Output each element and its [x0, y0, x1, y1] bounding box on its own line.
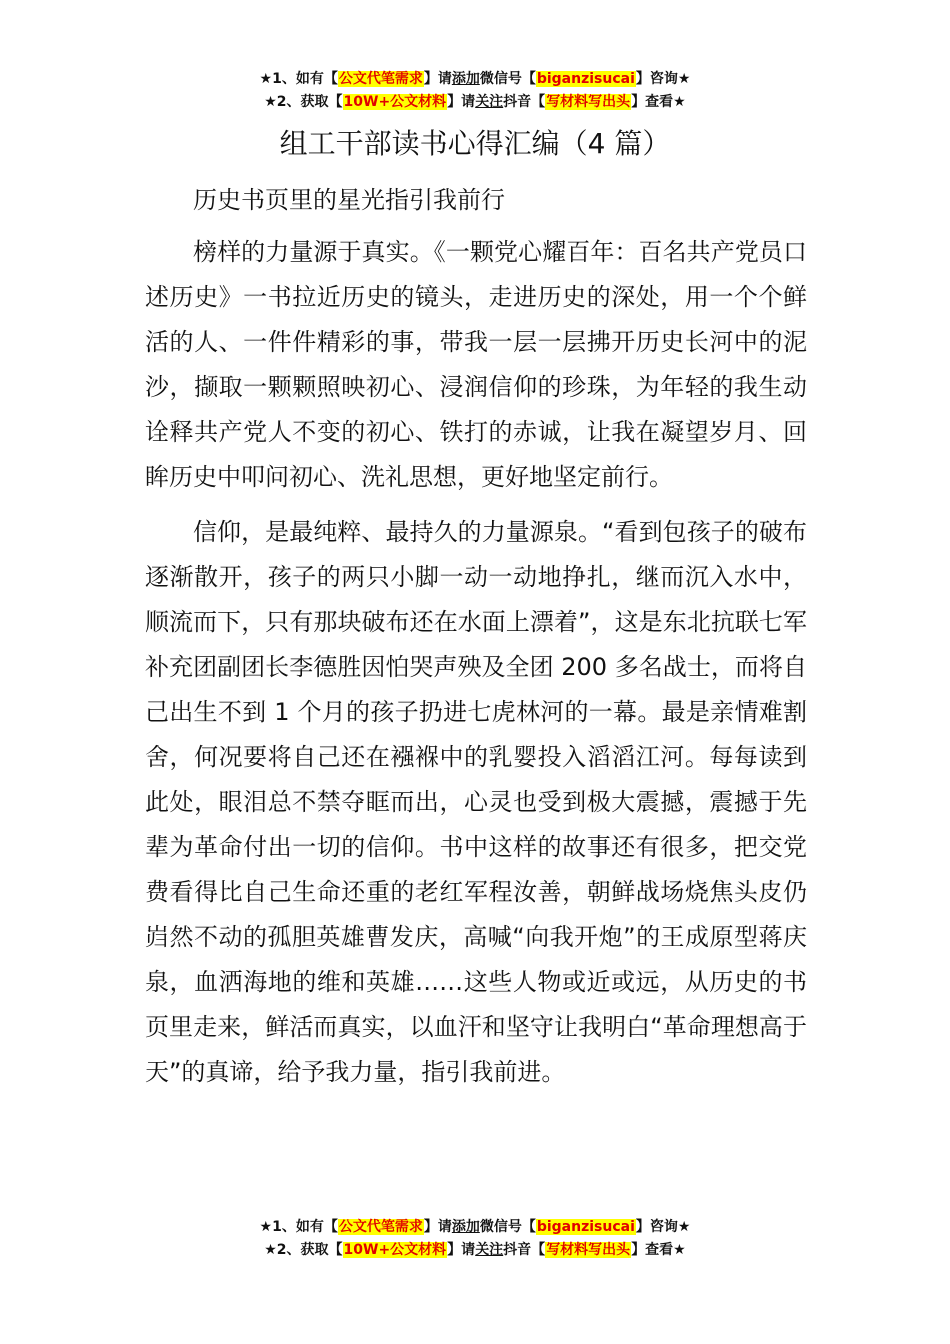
section-subtitle: 历史书页里的星光指引我前行 — [193, 186, 505, 214]
promo-line-2-mid2: 抖音【 — [503, 94, 546, 110]
body-paragraph-2: 信仰，是最纯粹、最持久的力量源泉。“看到包孩子的破布逐渐散开，孩子的两只小脚一动一动地挣扎，继而沉入水中，顺流而下，只有那块破布还在水面上漂着”，这是东北抗联七军补充团副团长李德胜因怕哭声殃及全团 200 多名战士，而将自己出生不到 1 个月的孩子扔进七虎林河的一幕。最是亲情难割舍，何况要将自己还在襁褓中的乳婴投入滔滔江河。每每读到此处，眼泪总不禁夺眶而出，心灵也受到极大震撼，震撼于先辈为革命付出一切的信仰。书中这样的故事还有很多，把交党费看得比自己生命还重的老红军程汝善，朝鲜战场烧焦头皮仍岿然不动的孤胆英雄曹发庆，高喊“向我开炮”的王成原型蒋庆泉，血洒海地的维和英雄……这些人物或近或远，从历史的书页里走来，鲜活而真实，以血汗和坚守让我明白“革命理想高于天”的真谛，给予我力量，指引我前进。 — [145, 518, 807, 1086]
document-title: 组工干部读书心得汇编（4 篇） — [279, 127, 671, 160]
promo-line-2-prefix: ★2、获取【 — [264, 1242, 343, 1258]
promo-line-2 — [0, 91, 950, 114]
document-body — [145, 178, 807, 1105]
promo-underlined-follow: 关注 — [475, 1242, 504, 1258]
promo-underlined-add: 添加 — [451, 1219, 480, 1235]
promo-line-2-mid: 】请 — [447, 1242, 476, 1258]
promo-line-1 — [0, 68, 950, 91]
promo-line-2-mid2: 抖音【 — [503, 1242, 546, 1258]
promo-highlight-service: 公文代笔需求 — [338, 1219, 423, 1235]
body-paragraph-1: 榜样的力量源于真实。《一颗党心耀百年：百名共产党员口述历史》一书拉近历史的镜头，走进历史的深处，用一个个鲜活的人、一件件精彩的事，带我一层一层拂开历史长河中的泥沙，撷取一颗颗照映初心、浸润信仰的珍珠，为年轻的我生动诠释共产党人不变的初心、铁打的赤诚，让我在凝望岁月、回眸历史中叩问初心、洗礼思想，更好地坚定前行。 — [145, 238, 807, 491]
promo-line-2-mid: 】请 — [447, 94, 476, 110]
promo-highlight-materials: 10W+公文材料 — [343, 94, 447, 110]
promo-highlight-douyin: 写材料写出头 — [546, 94, 631, 110]
promo-line-2 — [0, 1239, 950, 1262]
promo-line-1-suffix: 】咨询★ — [635, 1219, 691, 1235]
promo-line-1-mid: 】请 — [423, 71, 452, 87]
promo-line-2-suffix: 】查看★ — [631, 94, 686, 110]
promo-line-1 — [0, 1216, 950, 1239]
promo-line-1-mid: 】请 — [423, 1219, 452, 1235]
promo-underlined-add: 添加 — [451, 71, 480, 87]
promo-underlined-follow: 关注 — [475, 94, 504, 110]
promo-line-1-suffix: 】咨询★ — [635, 71, 691, 87]
promo-highlight-materials: 10W+公文材料 — [343, 1242, 447, 1258]
promo-highlight-wechat-id: biganzisucai — [536, 1219, 635, 1235]
promo-line-1-prefix: ★1、如有【 — [259, 1219, 338, 1235]
promo-line-2-prefix: ★2、获取【 — [264, 94, 343, 110]
promo-banner-bottom — [0, 1216, 950, 1262]
promo-highlight-service: 公文代笔需求 — [338, 71, 423, 87]
promo-highlight-wechat-id: biganzisucai — [536, 71, 635, 87]
promo-line-1-mid2: 微信号【 — [479, 71, 536, 87]
promo-line-1-prefix: ★1、如有【 — [259, 71, 338, 87]
promo-highlight-douyin: 写材料写出头 — [546, 1242, 631, 1258]
promo-line-1-mid2: 微信号【 — [479, 1219, 536, 1235]
promo-banner-top — [0, 68, 950, 114]
promo-line-2-suffix: 】查看★ — [631, 1242, 686, 1258]
